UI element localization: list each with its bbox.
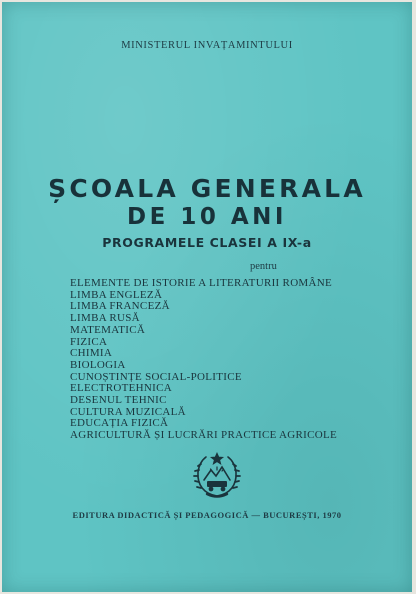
publisher-line: EDITURA DIDACTICĂ ȘI PEDAGOGICĂ — BUCUREȘTI, 1970 [72,510,342,520]
subject-item: EDUCAȚIA FIZICĂ [70,417,169,430]
subject-item: CHIMIA [70,347,113,360]
subject-item: ELECTROTEHNICA [70,382,172,395]
subject-item: LIMBA ENGLEZĂ [70,288,163,301]
subjects-list [70,278,337,442]
subject-item: CULTURA MUZICALĂ [70,405,186,418]
subtitle: PROGRAMELE CLASEI A IX-a [102,235,312,250]
subject-item: BIOLOGIA [70,358,126,371]
subject-item: MATEMATICĂ [70,323,146,336]
pentru-label: pentru [250,261,277,272]
subject-item: AGRICULTURĂ ȘI LUCRĂRI PRACTICE AGRICOLE [70,429,338,442]
subject-item: ELEMENTE DE ISTORIE A LITERATURII ROMÂNE [70,277,333,289]
coat-of-arms-icon [192,450,242,500]
title-line-1: ȘCOALA GENERALA [48,174,366,203]
title-line-2: DE 10 ANI [127,204,287,230]
subject-item: LIMBA FRANCEZĂ [70,300,170,313]
subject-item: CUNOȘTINȚE SOCIAL-POLITICE [70,370,242,383]
ministry-heading: MINISTERUL INVAȚAMINTULUI [121,40,293,51]
book-cover [2,2,412,592]
subject-item: LIMBA RUSĂ [70,312,140,325]
subject-item: FIZICA [70,335,108,348]
subject-item: DESENUL TEHNIC [70,394,167,407]
